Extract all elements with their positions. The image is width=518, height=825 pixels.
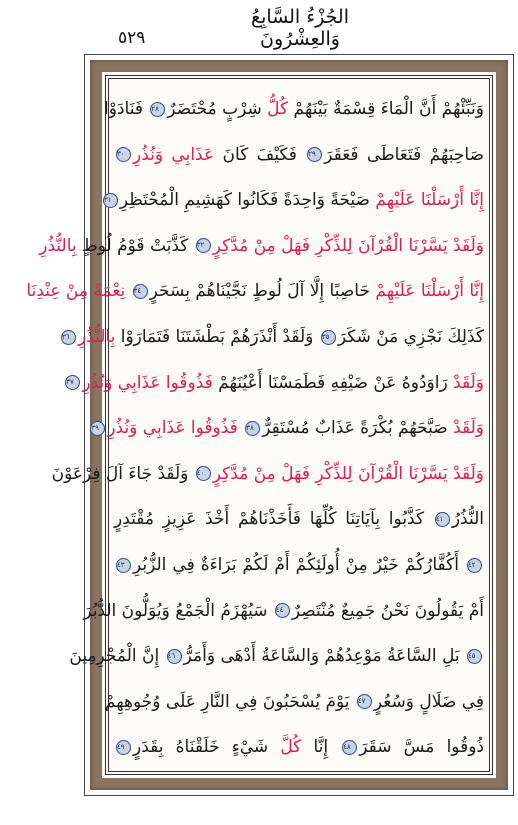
text-line [69,635,486,677]
page-number: ٥٢٩ [118,28,146,48]
verse-text: شِرْبٍ مُحْتَضَرٌ [167,99,262,119]
verse-text: إِنَّا [301,737,341,758]
tajweed-highlight: وَلَقَدْ يَسَّرْنَا الْقُرْآنَ لِلذِّكْرِ فَهَلْ مِنْ مُدَّكِرٍ [212,463,484,484]
text-line [112,134,486,176]
ayah-number-marker: ٢٨ [150,102,165,117]
tajweed-highlight: بِالنُّذُرِ [39,235,77,256]
verse-text: أَكُفَّارُكُمْ خَيْرٌ مِنْ أُولَئِكُمْ أَمْ لَكُمْ بَرَاءَةٌ فِي الزُّبُرِ [133,555,465,575]
tajweed-highlight: بِالنُّذُرِ [77,327,116,347]
text-line [39,225,486,267]
text-line [26,270,486,312]
ayah-number-marker: ٤٩ [116,740,131,755]
verse-text: وَنَبِّئْهُمْ أَنَّ الْمَاءَ قِسْمَةٌ بَيْنَهُمْ [293,99,484,119]
text-line [104,681,486,723]
tajweed-highlight: فَذُوقُوا عَذَابِي وَنُذُرِ [82,372,213,393]
verse-text: كَذَّبَتْ قَوْمُ لُوطٍ [76,235,194,256]
verse-text-block [26,82,486,768]
ayah-number-marker: ٢٩ [307,147,322,162]
verse-text: سَيُهْزَمُ الْجَمْعُ وَيُوَلُّونَ الدُّبُرَ [83,600,273,621]
ayah-number-marker: ٤٨ [342,740,357,755]
verse-text: فَكَيْفَ كَانَ [214,144,306,165]
tajweed-highlight: وَلَقَدْ [453,372,484,393]
tajweed-highlight: كُلَّ [280,737,302,758]
text-panel [26,72,496,778]
ayah-number-marker: ٤٤ [275,603,290,618]
ayah-number-marker: ٣١ [103,193,118,208]
text-line [112,498,486,540]
verse-text: كَذَلِكَ نَجْزِي مَنْ شَكَرَ [337,327,484,347]
ayah-number-marker: ٤٠ [196,466,211,481]
ayah-number-marker: ٣٤ [133,284,148,299]
verse-text: كَذَّبُوا بِآيَاتِنَا كُلِّهَا فَأَخَذْنَاهُمْ أَخْذَ عَزِيزٍ مُقْتَدِرٍ [114,509,433,530]
ayah-number-marker: ٣٩ [90,421,105,436]
ayah-number-marker: ٤٥ [467,649,482,664]
verse-text: شَيْءٍ خَلَقْنَاهُ بِقَدَرٍ [133,737,281,758]
verse-text: وَلَقَدْ جَاءَ آلَ فِرْعَوْنَ [51,463,194,484]
verse-text: حَاصِبًا إِلَّا آلَ لُوطٍ نَجَّيْنَاهُمْ بِسَحَرٍ [149,281,376,302]
tajweed-highlight: وَلَقَدْ يَسَّرْنَا الْقُرْآنَ لِلذِّكْرِ فَهَلْ مِنْ مُدَّكِرٍ [212,235,484,256]
verse-text: رَاوَدُوهُ عَنْ ضَيْفِهِ فَطَمَسْنَا أَعْيُنَهُمْ [212,372,454,393]
verse-text: فِي ضَلَالٍ وَسُعُرٍ [373,691,484,712]
text-line [83,590,486,632]
verse-text: فَنَادَوْا [104,99,149,119]
tajweed-highlight: عَذَابِي وَنُذُرِ [133,144,215,165]
tajweed-highlight: نِعْمَةً مِنْ عِنْدِنَا [26,281,131,302]
verse-text: صَبَّحَهُمْ بُكْرَةً عَذَابٌ مُسْتَقِرٌّ [262,418,454,439]
text-line [112,544,486,586]
tajweed-highlight: وَلَقَدْ [453,418,484,439]
page-frame [26,54,514,796]
tajweed-highlight: فَذُوقُوا عَذَابِي وَنُذُرِ [107,418,244,439]
tajweed-highlight: إِنَّا أَرْسَلْنَا عَلَيْهِمْ [375,190,484,211]
ayah-number-marker: ٣٧ [65,375,80,390]
ayah-number-marker: ٣٠ [116,147,131,162]
verse-text: يَوْمَ يُسْحَبُونَ فِي النَّارِ عَلَى وُجُوهِهِمْ [104,691,355,712]
verse-text: صَاحِبَهُمْ فَتَعَاطَى فَعَقَرَ [324,144,485,165]
tajweed-highlight: إِنَّا أَرْسَلْنَا عَلَيْهِمْ [375,281,484,302]
verse-text: النُّذُرُ [451,509,484,530]
ayah-number-marker: ٤٢ [467,558,482,573]
text-line [104,88,486,130]
text-line [103,179,486,221]
decorative-border [26,60,508,790]
verse-text: صَيْحَةً وَاحِدَةً فَكَانُوا كَهَشِيمِ الْمُحْتَظِرِ [119,190,376,211]
ayah-number-marker: ٣٢ [196,238,211,253]
ayah-number-marker: ٣٨ [245,421,260,436]
text-line [91,407,486,449]
tajweed-highlight: كُلُّ [261,99,294,119]
verse-text: بَلِ السَّاعَةُ مَوْعِدُهُمْ وَالسَّاعَةُ أَدْهَى وَأَمَرُّ [183,646,465,667]
ayah-number-marker: ٣٦ [61,330,76,345]
verse-text: أَمْ يَقُولُونَ نَحْنُ جَمِيعٌ مُنْتَصِرٌ [291,600,484,621]
ayah-number-marker: ٣٥ [321,330,336,345]
ayah-number-marker: ٤٣ [116,558,131,573]
text-line [61,316,486,358]
ayah-number-marker: ٤٧ [357,694,372,709]
verse-text: وَلَقَدْ أَنْذَرَهُمْ بَطْشَتَنَا فَتَمَارَوْا [115,327,319,347]
ayah-number-marker: ٤٦ [167,649,182,664]
verse-text: ذُوقُوا مَسَّ سَقَرَ [359,737,484,758]
juz-title: الجُزْءُ السَّابِعُ وَالعِشْرُونَ [251,6,349,50]
text-line [51,453,486,495]
verse-text: إِنَّ الْمُجْرِمِينَ [69,646,165,667]
page-header [0,0,518,52]
text-line [66,362,486,404]
ayah-number-marker: ٤١ [435,512,450,527]
text-line [112,726,486,768]
